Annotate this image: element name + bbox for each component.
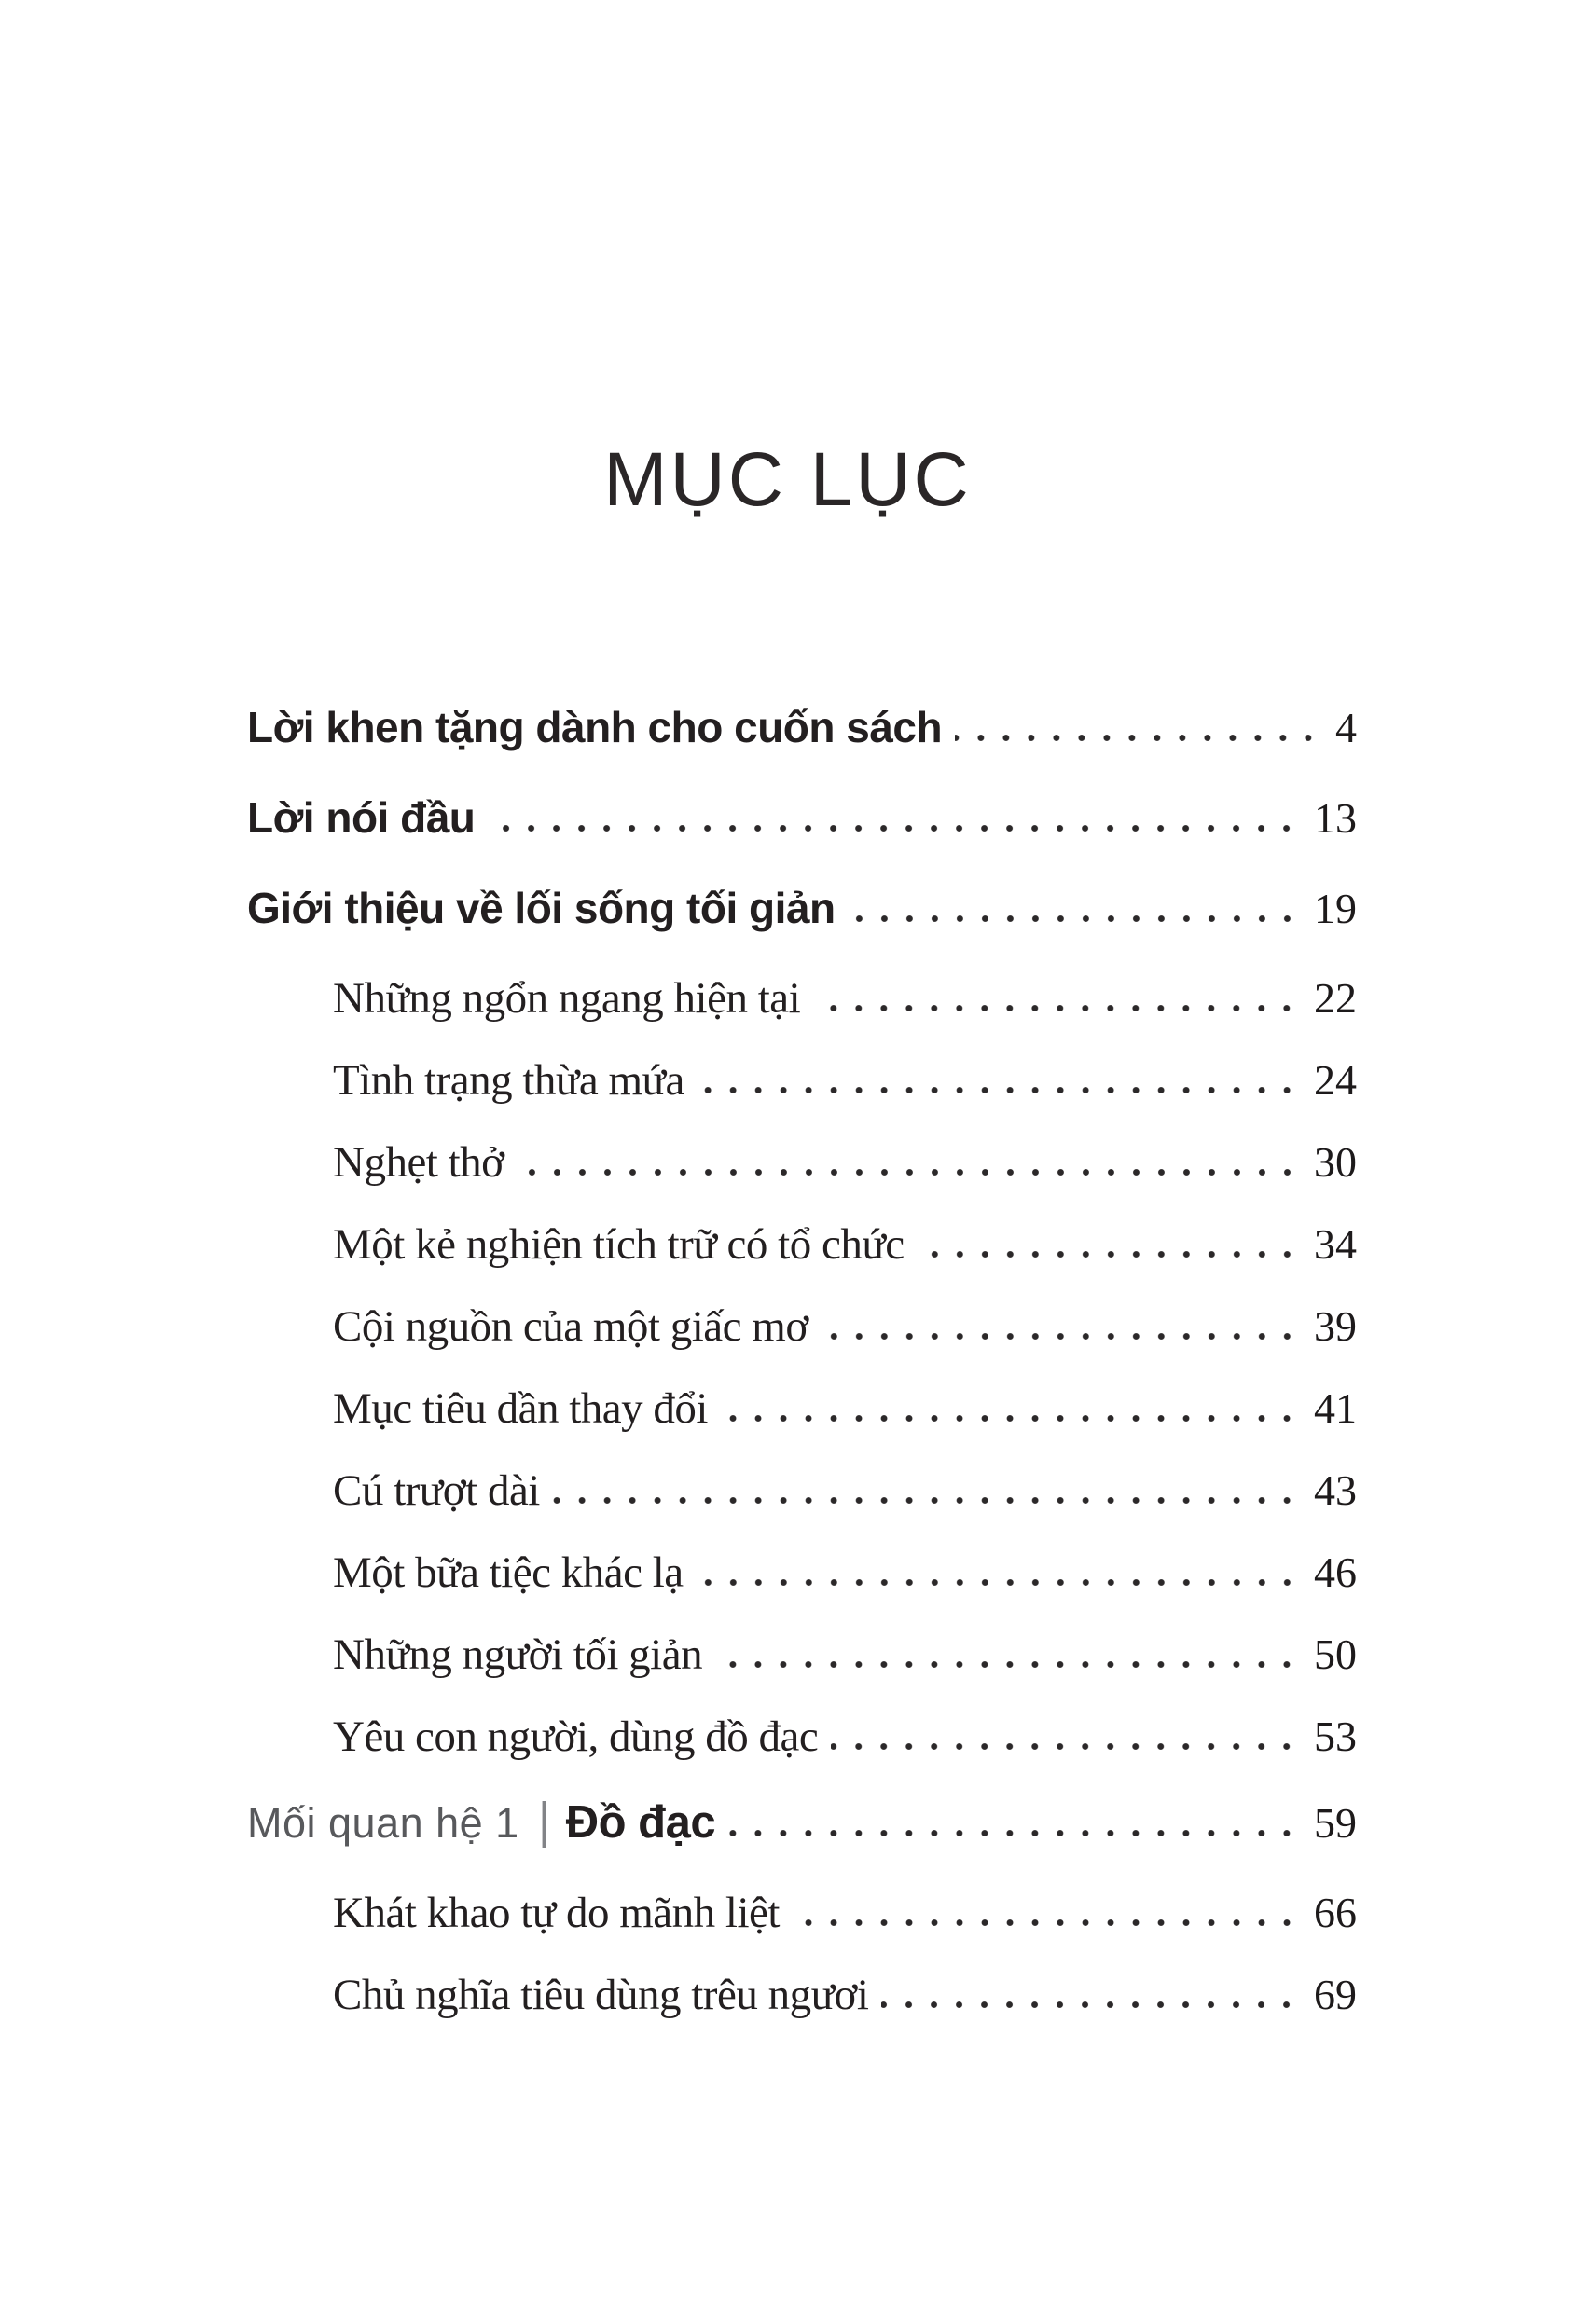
dot-leader xyxy=(721,1414,1308,1423)
dot-leader xyxy=(849,914,1308,923)
entry-page-number: 22 xyxy=(1314,974,1357,1022)
entry-page-number: 50 xyxy=(1314,1630,1357,1678)
dot-leader xyxy=(822,1332,1308,1341)
toc-entry xyxy=(247,1218,1357,1271)
dot-leader xyxy=(697,1578,1308,1587)
dot-leader xyxy=(715,1660,1308,1669)
dot-leader xyxy=(881,2001,1308,2009)
toc-entry xyxy=(247,882,1357,935)
entry-label: Một kẻ nghiện tích trữ có tổ chức xyxy=(333,1220,905,1269)
entry-label: Lời khen tặng dành cho cuốn sách xyxy=(247,703,943,751)
entry-page-number: 53 xyxy=(1314,1712,1357,1760)
entry-page-number: 19 xyxy=(1314,885,1357,932)
entry-label: Nghẹt thở xyxy=(333,1138,504,1187)
entry-page-number: 39 xyxy=(1314,1302,1357,1350)
entry-page-number: 34 xyxy=(1314,1220,1357,1268)
toc-entry xyxy=(247,1136,1357,1189)
page-title: MỤC LỤC xyxy=(603,437,972,522)
dot-leader xyxy=(831,1742,1308,1751)
dot-leader xyxy=(728,1829,1308,1837)
toc-entry xyxy=(247,1887,1357,1939)
entry-page-number: 13 xyxy=(1314,794,1357,842)
dot-leader xyxy=(698,1086,1308,1094)
entry-label: Chủ nghĩa tiêu dùng trêu ngươi xyxy=(333,1971,869,2019)
section-prefix: Mối quan hệ 1 xyxy=(247,1799,519,1847)
entry-label: Đồ đạc xyxy=(565,1797,716,1848)
toc-entry xyxy=(247,1300,1357,1353)
toc-entry xyxy=(247,791,1357,845)
toc-list xyxy=(247,701,1357,2051)
entry-page-number: 41 xyxy=(1314,1384,1357,1432)
entry-label: Tình trạng thừa mứa xyxy=(333,1056,684,1105)
entry-label: Giới thiệu về lối sống tối giản xyxy=(247,884,836,932)
dot-leader xyxy=(488,824,1308,832)
entry-label: Một bữa tiệc khác lạ xyxy=(333,1548,684,1597)
toc-entry xyxy=(247,701,1357,754)
toc-entry xyxy=(247,1054,1357,1107)
dot-leader xyxy=(918,1250,1308,1258)
toc-entry xyxy=(247,1969,1357,2021)
toc-entry xyxy=(247,1629,1357,1681)
entry-label: Cú trượt dài xyxy=(333,1466,540,1515)
dot-leader xyxy=(553,1496,1308,1505)
section-separator: | xyxy=(537,1793,551,1849)
entry-page-number: 4 xyxy=(1335,704,1357,751)
entry-label: Cội nguồn của một giấc mơ xyxy=(333,1302,808,1351)
entry-label: Những ngổn ngang hiện tại xyxy=(333,974,801,1023)
dot-leader xyxy=(813,1004,1308,1012)
toc-entry xyxy=(247,1547,1357,1599)
entry-page-number: 43 xyxy=(1314,1466,1357,1514)
toc-entry xyxy=(247,1711,1357,1763)
toc-entry xyxy=(247,972,1357,1024)
toc-entry xyxy=(247,1465,1357,1517)
entry-page-number: 59 xyxy=(1314,1799,1357,1847)
entry-label: Lời nói đầu xyxy=(247,793,476,842)
dot-leader xyxy=(955,734,1330,742)
entry-label: Mục tiêu dần thay đổi xyxy=(333,1384,708,1433)
entry-page-number: 30 xyxy=(1314,1138,1357,1186)
entry-page-number: 24 xyxy=(1314,1056,1357,1104)
entry-label: Những người tối giản xyxy=(333,1630,703,1679)
entry-label: Yêu con người, dùng đồ đạc xyxy=(333,1712,819,1761)
entry-page-number: 69 xyxy=(1314,1971,1357,2018)
dot-leader xyxy=(518,1168,1308,1176)
entry-page-number: 66 xyxy=(1314,1889,1357,1936)
toc-entry xyxy=(247,1382,1357,1435)
entry-page-number: 46 xyxy=(1314,1548,1357,1596)
dot-leader xyxy=(793,1918,1308,1927)
entry-label: Khát khao tự do mãnh liệt xyxy=(333,1889,780,1937)
toc-entry xyxy=(247,1795,1357,1850)
